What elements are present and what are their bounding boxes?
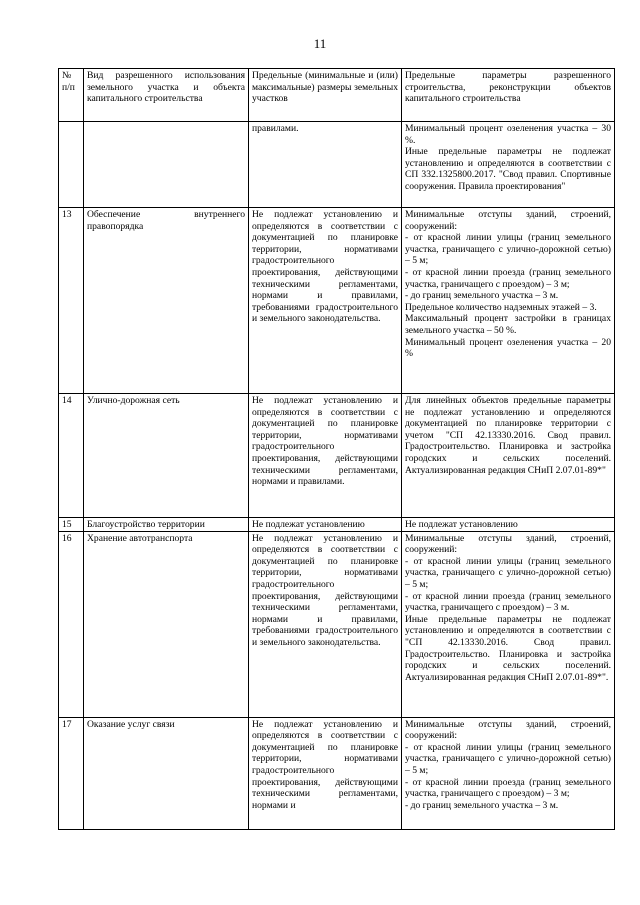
table-row <box>59 518 615 532</box>
row-construction-params: Минимальные отступы зданий, строений, сооружений: - от красной линии улицы (границ земельного участка, граничащего с улично-дорожной сетью) – 5 м; - от красной линии проезда (границ земельного участка, граничащего с проездом) – 3 м; - до границ земельного участка – 3 м. Предельное количество надземных этажей – 3. Максимальный процент застройки в границах земельного участка – 50 %. Минимальный процент озеленения участка – 20 % <box>402 208 615 394</box>
row-use-type: Улично-дорожная сеть <box>84 394 249 518</box>
row-number: 15 <box>59 518 84 532</box>
header-number: № п/п <box>59 69 84 122</box>
row-use-type: Обеспечение внутреннего правопорядка <box>84 208 249 394</box>
row-use-type: Оказание услуг связи <box>84 717 249 829</box>
table-header-row <box>59 69 615 122</box>
row-plot-sizes: правилами. <box>249 122 402 208</box>
row-use-type: Благоустройство территории <box>84 518 249 532</box>
table-row <box>59 208 615 394</box>
header-construction-params: Предельные параметры разрешенного строительства, реконструкции объектов капитального строительства <box>402 69 615 122</box>
table-row <box>59 122 615 208</box>
table-row <box>59 717 615 829</box>
row-plot-sizes: Не подлежат установлению и определяются в соответствии с документацией по планировке территории, нормативами градостроительного проектирования, действующими техническими регламентами, нормами и <box>249 717 402 829</box>
row-plot-sizes: Не подлежат установлению <box>249 518 402 532</box>
row-construction-params: Не подлежат установлению <box>402 518 615 532</box>
table-row <box>59 531 615 717</box>
row-construction-params: Минимальные отступы зданий, строений, сооружений: - от красной линии улицы (границ земельного участка, граничащего с улично-дорожной сетью) – 5 м; - от красной линии проезда (границ земельного участка, граничащего с проездом) – 3 м. Иные предельные параметры не подлежат установлению и определяются в соответствии с "СП 42.13330.2016. Свод правил. Градостроительство. Планировка и застройка городских и сельских поселений. Актуализированная редакция СНиП 2.07.01-89*". <box>402 531 615 717</box>
row-number: 17 <box>59 717 84 829</box>
row-use-type: Хранение автотранспорта <box>84 531 249 717</box>
header-use-type: Вид разрешенного использования земельного участка и объекта капитального строительства <box>84 69 249 122</box>
page-number: 11 <box>313 36 327 51</box>
row-number: 16 <box>59 531 84 717</box>
row-construction-params: Для линейных объектов предельные параметры не подлежат установлению и определяются документацией по планировке территории с учетом "СП 42.13330.2016. Свод правил. Градостроительство. Планировка и застройка городских и сельских поселений. Актуализированная редакция СНиП 2.07.01-89*" <box>402 394 615 518</box>
row-construction-params: Минимальные отступы зданий, строений, сооружений: - от красной линии улицы (границ земельного участка, граничащего с улично-дорожной сетью) – 5 м; - от красной линии проезда (границ земельного участка, граничащего с проездом) – 3 м; - до границ земельного участка – 3 м. <box>402 717 615 829</box>
header-plot-sizes: Предельные (минимальные и (или) максимальные) размеры земельных участков <box>249 69 402 122</box>
zoning-parameters-table <box>58 68 615 830</box>
row-number: 13 <box>59 208 84 394</box>
table-row <box>59 394 615 518</box>
row-use-type <box>84 122 249 208</box>
row-plot-sizes: Не подлежат установлению и определяются в соответствии с документацией по планировке территории, нормативами градостроительного проектирования, действующими техническими регламентами, нормами и правилами. <box>249 394 402 518</box>
row-number: 14 <box>59 394 84 518</box>
row-plot-sizes: Не подлежат установлению и определяются в соответствии с документацией по планировке территории, нормативами градостроительного проектирования, действующими техническими регламентами, нормами и правилами, требованиями градостроительного и земельного законодательства. <box>249 208 402 394</box>
row-number <box>59 122 84 208</box>
row-plot-sizes: Не подлежат установлению и определяются в соответствии с документацией по планировке территории, нормативами градостроительного проектирования, действующими техническими регламентами, нормами и правилами, требованиями градостроительного и земельного законодательства. <box>249 531 402 717</box>
row-construction-params: Минимальный процент озеленения участка – 30 %. Иные предельные параметры не подлежат установлению и определяются в соответствии с СП 332.1325800.2017. "Свод правил. Спортивные сооружения. Правила проектирования" <box>402 122 615 208</box>
